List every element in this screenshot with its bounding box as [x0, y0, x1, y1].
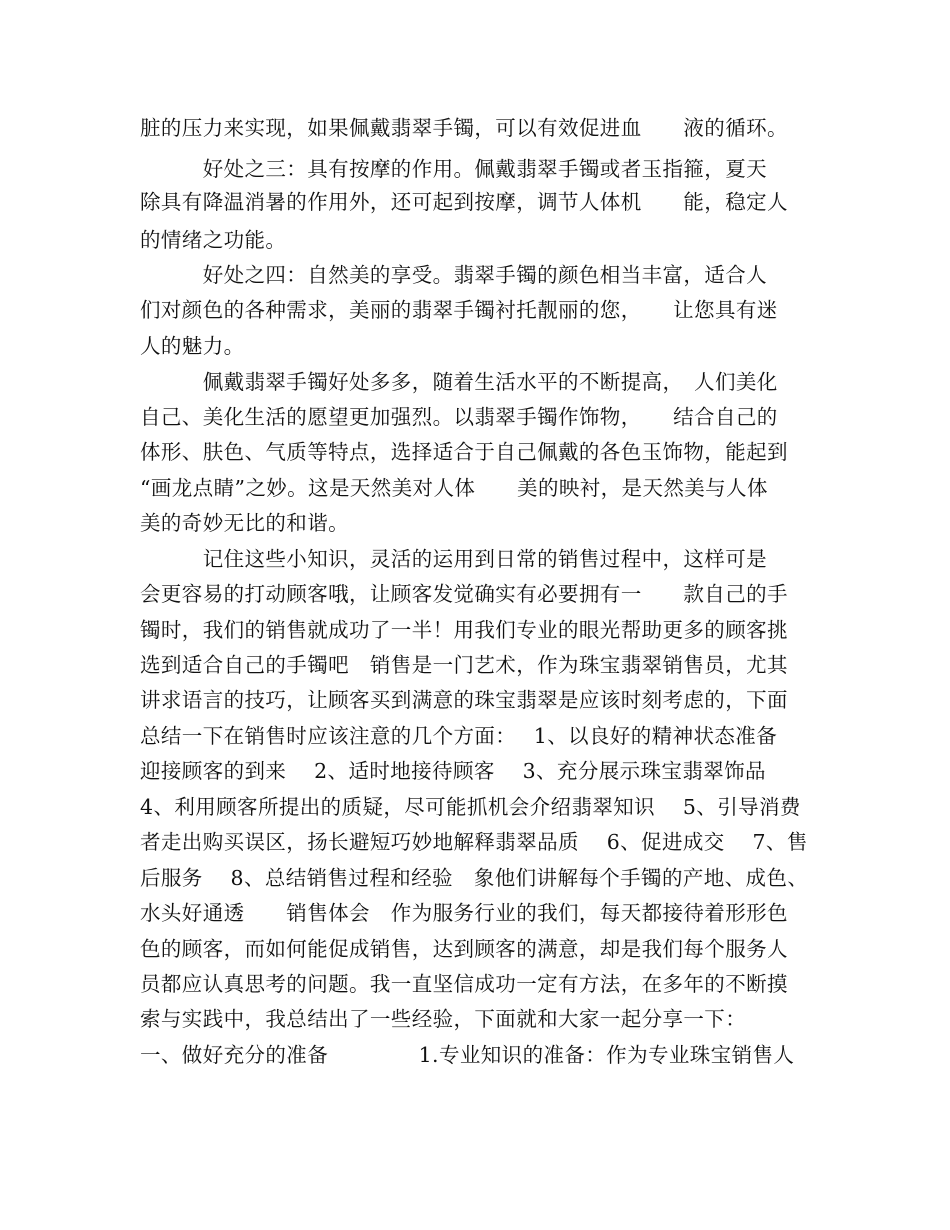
text-line: 的情绪之功能。: [140, 228, 287, 252]
text-line: 好处之三：具有按摩的作用。佩戴翡翠手镯或者玉指箍，夏天: [140, 157, 767, 181]
text-line: 会更容易的打动顾客哦，让顾客发觉确实有必要拥有一 款自己的手: [140, 582, 788, 606]
text-line: “画龙点睛”之妙。这是天然美对人体 美的映衬，是天然美与人体: [140, 476, 768, 500]
text-line: 员都应认真思考的问题。我一直坚信成功一定有方法，在多年的不断摸: [140, 972, 788, 996]
text-line: 后服务 8、总结销售过程和经验 象他们讲解每个手镯的产地、成色、: [140, 866, 809, 890]
text-line: 佩戴翡翠手镯好处多多，随着生活水平的不断提高， 人们美化: [140, 370, 778, 394]
text-line: 们对颜色的各种需求，美丽的翡翠手镯衬托靓丽的您， 让您具有迷: [140, 298, 778, 322]
text-line: 美的奇妙无比的和谐。: [140, 511, 349, 535]
text-line: 自己、美化生活的愿望更加强烈。以翡翠手镯作饰物， 结合自己的: [140, 405, 778, 429]
text-line: 选到适合自己的手镯吧 销售是一门艺术，作为珠宝翡翠销售员，尤其: [140, 653, 788, 677]
text-line: 迎接顾客的到来 2、适时地接待顾客 3、充分展示珠宝翡翠饰品: [140, 759, 766, 783]
text-line: 除具有降温消暑的作用外，还可起到按摩，调节人体机 能，稳定人: [140, 190, 788, 214]
text-line: 好处之四：自然美的享受。翡翠手镯的颜色相当丰富，适合人: [140, 263, 767, 287]
text-line: 水头好通透 销售体会 作为服务行业的我们，每天都接待着形形色: [140, 901, 788, 925]
text-line: 者走出购买误区，扬长避短巧妙地解释翡翠品质 6、促进成交 7、售: [140, 830, 808, 854]
text-line: 脏的压力来实现，如果佩戴翡翠手镯，可以有效促进血 液的循环。: [140, 116, 788, 140]
text-line: 记住这些小知识，灵活的运用到日常的销售过程中，这样可是: [140, 547, 767, 571]
text-line: 色的顾客，而如何能促成销售，达到顾客的满意，却是我们每个服务人: [140, 937, 788, 961]
text-line: 讲求语言的技巧，让顾客买到满意的珠宝翡翠是应该时刻考虑的，下面: [140, 688, 788, 712]
text-line: 人的魅力。: [140, 334, 245, 358]
text-line: 总结一下在销售时应该注意的几个方面： 1、以良好的精神状态准备: [140, 724, 778, 748]
text-line: 4、利用顾客所提出的质疑，尽可能抓机会介绍翡翠知识 5、引导消费: [140, 795, 801, 819]
text-line: 镯时，我们的销售就成功了一半！用我们专业的眼光帮助更多的顾客挑: [140, 618, 788, 642]
text-line: 索与实践中，我总结出了一些经验，下面就和大家一起分享一下：: [140, 1007, 747, 1031]
text-line: 一、做好充分的准备 1.专业知识的准备：作为专业珠宝销售人: [140, 1043, 795, 1067]
text-line: 体形、肤色、气质等特点，选择适合于自己佩戴的各色玉饰物，能起到: [140, 440, 788, 464]
